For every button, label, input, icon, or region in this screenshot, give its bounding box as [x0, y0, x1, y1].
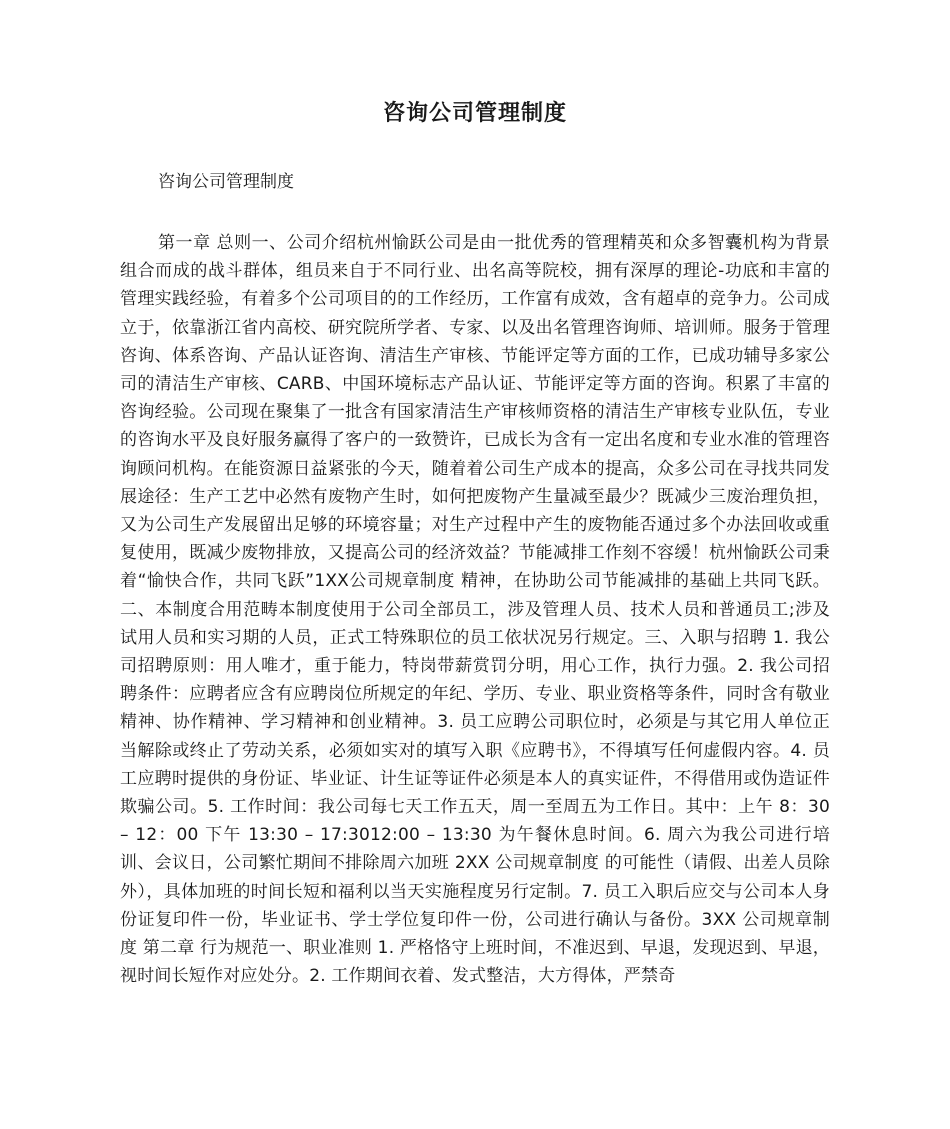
document-subtitle: 咨询公司管理制度 [158, 172, 294, 192]
document-title: 咨询公司管理制度 [382, 101, 567, 126]
document-body-paragraph: 第一章 总则一、公司介绍杭州愉跃公司是由一批优秀的管理精英和众多智囊机构为背景组合而成的战斗群体，组员来自于不同行业、出名高等院校，拥有深厚的理论-功底和丰富的管理实践经验，有着多个公司项目的的工作经历，工作富有成效，含有超卓的竞争力。公司成立于，依靠浙江省内高校、研究院所学者、专家、以及出名管理咨询师、培训师。服务于管理咨询、体系咨询、产品认证咨询、清洁生产审核、节能评定等方面的工作，已成功辅导多家公司的清洁生产审核、CARB、中国环境标志产品认证、节能评定等方面的咨询。积累了丰富的咨询经验。公司现在聚集了一批含有国家清洁生产审核师资格的清洁生产审核专业队伍，专业的咨询水平及良好服务赢得了客户的一致赞许，已成长为含有一定出名度和专业水准的管理咨询顾问机构。在能资源日益紧张的今天，随着着公司生产成本的提高，众多公司在寻找共同发展途径：生产工艺中必然有废物产生时，如何把废物产生量减至最少？既减少三废治理负担，又为公司生产发展留出足够的环境容量；对生产过程中产生的废物能否通过多个办法回收或重复使用，既减少废物排放，又提高公司的经济效益？节能减排工作刻不容缓！杭州愉跃公司秉着“愉快合作，共同飞跃”1XX公司规章制度 精神，在协助公司节能减排的基础上共同飞跃。二、本制度合用范畴本制度使用于公司全部员工，涉及管理人员、技术人员和普通员工;涉及试用人员和实习期的人员，正式工特殊职位的员工依状况另行规定。三、入职与招聘 1. 我公司招聘原则：用人唯才，重于能力，特岗带薪赏罚分明，用心工作，执行力强。2. 我公司招聘条件：应聘者应含有应聘岗位所规定的年纪、学历、专业、职业资格等条件，同时含有敬业精神、协作精神、学习精神和创业精神。3. 员工应聘公司职位时，必须是与其它用人单位正当解除或终止了劳动关系，必须如实对的填写入职《应聘书》，不得填写任何虚假内容。4. 员工应聘时提供的身份证、毕业证、计生证等证件必须是本人的真实证件，不得借用或伪造证件欺骗公司。5. 工作时间：我公司每七天工作五天，周一至周五为工作日。其中：上午 8：30 – 12：00 下午 13:30 – 17:3012:00 – 13:30 为午餐休息时间。6. 周六为我公司进行培训、会议日，公司繁忙期间不排除周六加班 2XX 公司规章制度 的可能性（请假、出差人员除外），具体加班的时间长短和福利以当天实施程度另行定制。7. 员工入职后应交与公司本人身份证复印件一份，毕业证书、学士学位复印件一份，公司进行确认与备份。3XX 公司规章制度 第二章 行为规范一、职业准则 1. 严格恪守上班时间，不准迟到、早退，发现迟到、早退，视时间长短作对应处分。2. 工作期间衣着、发式整洁，大方得体，严禁奇 [120, 233, 830, 987]
